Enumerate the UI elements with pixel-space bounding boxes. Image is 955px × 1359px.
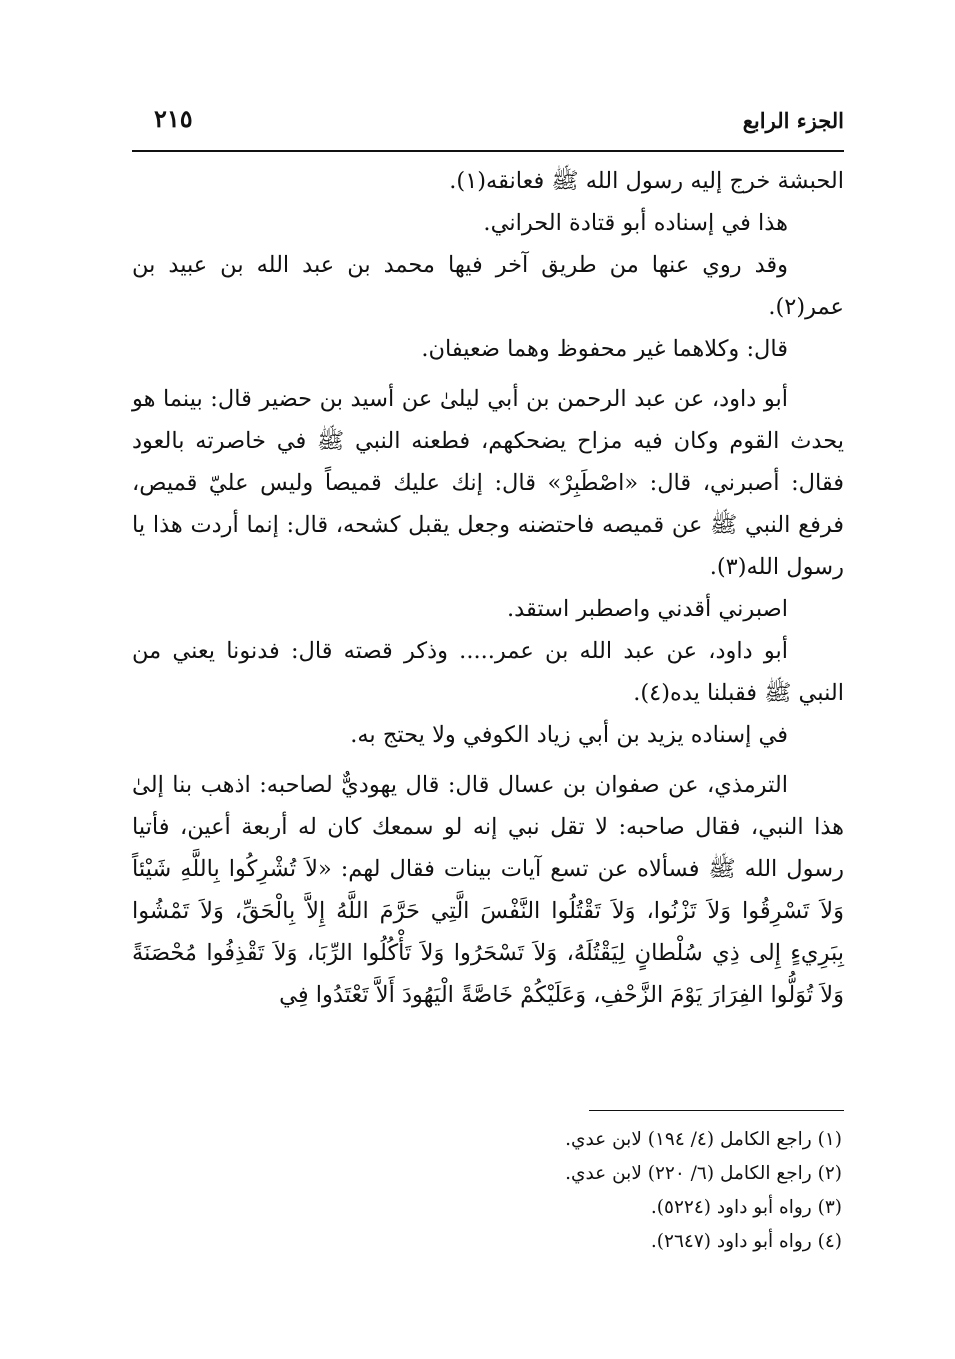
document-page [132,0,844,1359]
paragraph: أبو داود، عن عبد الرحمن بن أبي ليلىٰ عن أسيد بن حضير قال: بينما هو يحدث القوم وكان فيه مزاح يضحكهم، فطعنه النبي ﷺ في خاصرته بالعود فقال: أصبرني، قال: «اصْطَبِرْ» قال: إنك عليك قميصاً وليس عليّ قميص، فرفع النبي ﷺ عن قميصه فاحتضنه وجعل يقبل كشحه، قال: إنما أردت هذا يا رسول الله(٣). [132,386,844,580]
paragraph: في إسناده يزيد بن أبي زياد الكوفي ولا يحتج به. [350,722,788,748]
running-title: الجزء الرابع [742,108,844,133]
paragraph: الحبشة خرج إليه رسول الله ﷺ فعانقه(١). [449,168,844,194]
paragraph: اصبرني أقدني واصطبر استقد. [507,596,788,622]
paragraph: قال: وكلاهما غير محفوظ وهما ضعيفان. [421,336,788,362]
footnote: (٣) رواه أبو داود (٥٢٢٤). [650,1197,842,1218]
page-header [132,102,844,146]
footnote: (٢) راجع الكامل (٦/ ٢٢٠) لابن عدي. [565,1163,842,1184]
paragraph: هذا في إسناده أبو قتادة الحراني. [483,210,788,236]
footnote-rule [589,1110,844,1111]
paragraph: أبو داود، عن عبد الله بن عمر..... وذكر قصته قال: فدنونا يعني من النبي ﷺ فقبلنا يده(٤). [132,638,844,706]
footnote: (١) راجع الكامل (٤/ ١٩٤) لابن عدي. [565,1129,842,1150]
paragraph: الترمذي، عن صفوان بن عسال قال: قال يهوديٌّ لصاحبه: اذهب بنا إلىٰ هذا النبي، فقال صاحبه: لا تقل نبي إنه لو سمعك كان له أربعة أعين، فأتيا رسول الله ﷺ فسألاه عن تسع آيات بينات فقال لهم: «لاَ تُشْرِكُوا بِاللَّهِ شَيْئاً وَلاَ تَسْرِقُوا وَلاَ تَزْنُوا، وَلاَ تَقْتُلُوا النَّفْسَ الَّتِي حَرَّمَ اللَّهُ إِلاَّ بِالْحَقِّ، وَلاَ تَمْشُوا بِبَرِيءٍ إِلى ذِي سُلْطانٍ لِيَقْتُلَهُ، وَلاَ تَسْحَرُوا وَلاَ تَأْكُلُوا الرِّبَا، وَلاَ تَقْذِفُوا مُحْصَنَةً وَلاَ تُوَلُّوا الفِرَارَ يَوْمَ الزَّحْفِ، وَعَلَيْكُمْ خَاصَّةً الْيَهُودَ أَلاَّ تَعْتَدُوا فِي [132,772,844,1008]
footnote: (٤) رواه أبو داود (٢٦٤٧). [650,1231,842,1252]
page-number: ٢١٥ [154,104,193,133]
header-rule [132,150,844,152]
paragraph: وقد روي عنها من طريق آخر فيها محمد بن عبد الله بن عبيد بن عمر(٢). [132,252,844,320]
footnotes [132,1123,844,1259]
main-text [132,160,844,1016]
